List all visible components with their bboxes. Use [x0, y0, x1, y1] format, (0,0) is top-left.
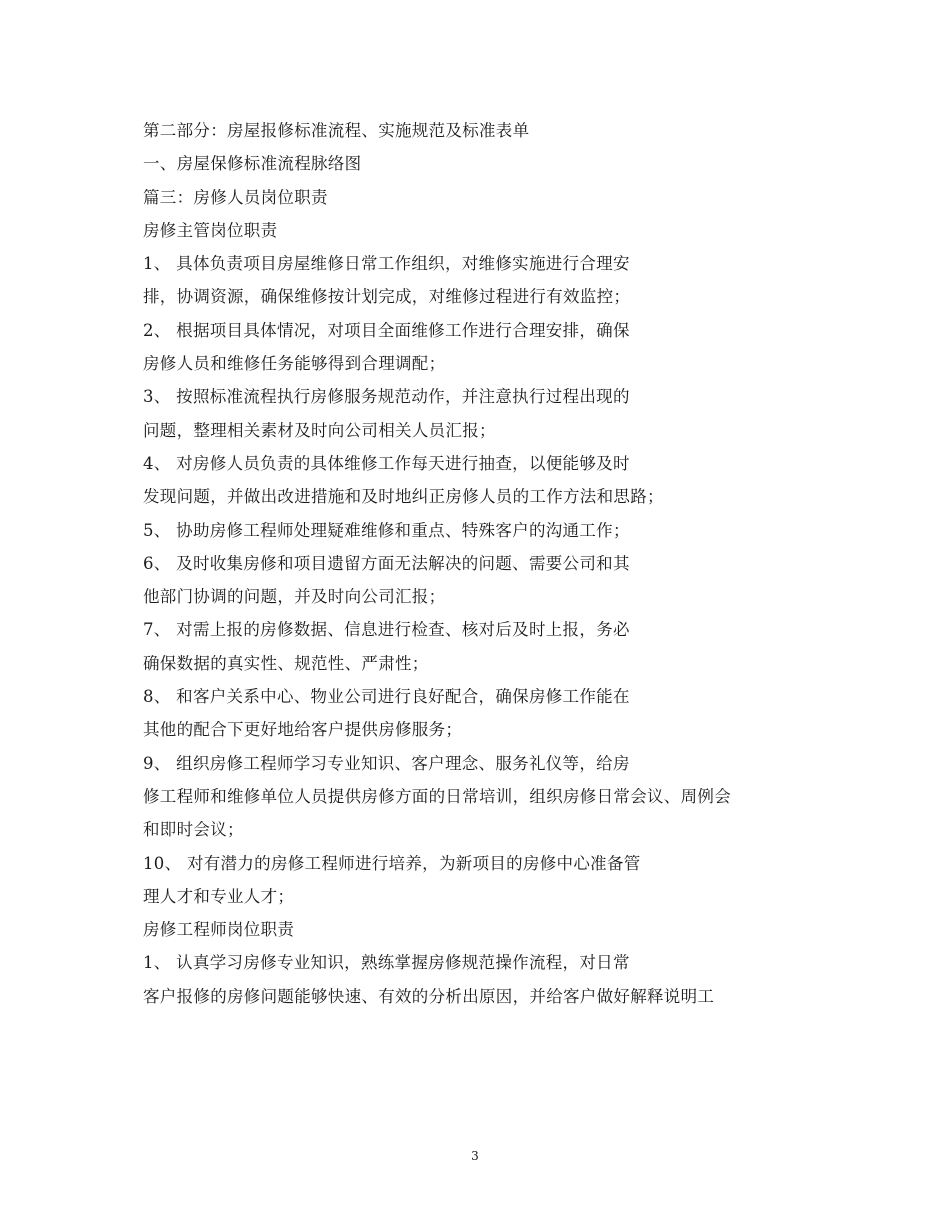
- text-line: 5、 协助房修工程师处理疑难维修和重点、特殊客户的沟通工作；: [143, 520, 630, 540]
- text-line: 发现问题，并做出改进措施和及时地纠正房修人员的工作方法和思路；: [143, 487, 664, 507]
- text-line: 其他的配合下更好地给客户提供房修服务；: [143, 720, 463, 740]
- text-line: 房修人员和维修任务能够得到合理调配；: [143, 354, 446, 374]
- text-line: 1、 认真学习房修专业知识，熟练掌握房修规范操作流程，对日常: [143, 953, 630, 973]
- role-heading-engineer: 房修工程师岗位职责: [143, 920, 295, 940]
- text-line: 7、 对需上报的房修数据、信息进行检查、核对后及时上报，务必: [143, 620, 630, 640]
- text-line: 2、 根据项目具体情况，对项目全面维修工作进行合理安排，确保: [143, 320, 630, 340]
- role-heading-supervisor: 房修主管岗位职责: [143, 220, 278, 240]
- text-line: 和即时会议；: [143, 820, 244, 840]
- subsection-heading: 一、房屋保修标准流程脉络图: [143, 154, 362, 174]
- text-line: 1、 具体负责项目房屋维修日常工作组织，对维修实施进行合理安: [143, 254, 630, 274]
- chapter-heading: 篇三：房修人员岗位职责: [143, 187, 328, 207]
- text-line: 4、 对房修人员负责的具体维修工作每天进行抽查，以便能够及时: [143, 453, 630, 473]
- text-line: 10、 对有潜力的房修工程师进行培养，为新项目的房修中心准备管: [143, 853, 641, 873]
- text-line: 他部门协调的问题，并及时向公司汇报；: [143, 587, 446, 607]
- text-line: 问题，整理相关素材及时向公司相关人员汇报；: [143, 420, 496, 440]
- text-line: 9、 组织房修工程师学习专业知识、客户理念、服务礼仪等，给房: [143, 753, 630, 773]
- text-line: 3、 按照标准流程执行房修服务规范动作，并注意执行过程出现的: [143, 387, 630, 407]
- text-line: 理人才和专业人才；: [143, 886, 295, 906]
- text-line: 客户报修的房修问题能够快速、有效的分析出原因，并给客户做好解释说明工: [143, 986, 715, 1006]
- text-line: 6、 及时收集房修和项目遗留方面无法解决的问题、需要公司和其: [143, 553, 630, 573]
- text-line: 确保数据的真实性、规范性、严肃性；: [143, 653, 429, 673]
- text-line: 8、 和客户关系中心、物业公司进行良好配合，确保房修工作能在: [143, 687, 630, 707]
- text-line: 排，协调资源，确保维修按计划完成，对维修过程进行有效监控；: [143, 287, 631, 307]
- document-body: [143, 114, 843, 1013]
- text-line: 修工程师和维修单位人员提供房修方面的日常培训，组织房修日常会议、周例会: [143, 786, 731, 806]
- section-heading: 第二部分：房屋报修标准流程、实施规范及标准表单: [143, 121, 530, 140]
- page-number: 3: [471, 1149, 479, 1163]
